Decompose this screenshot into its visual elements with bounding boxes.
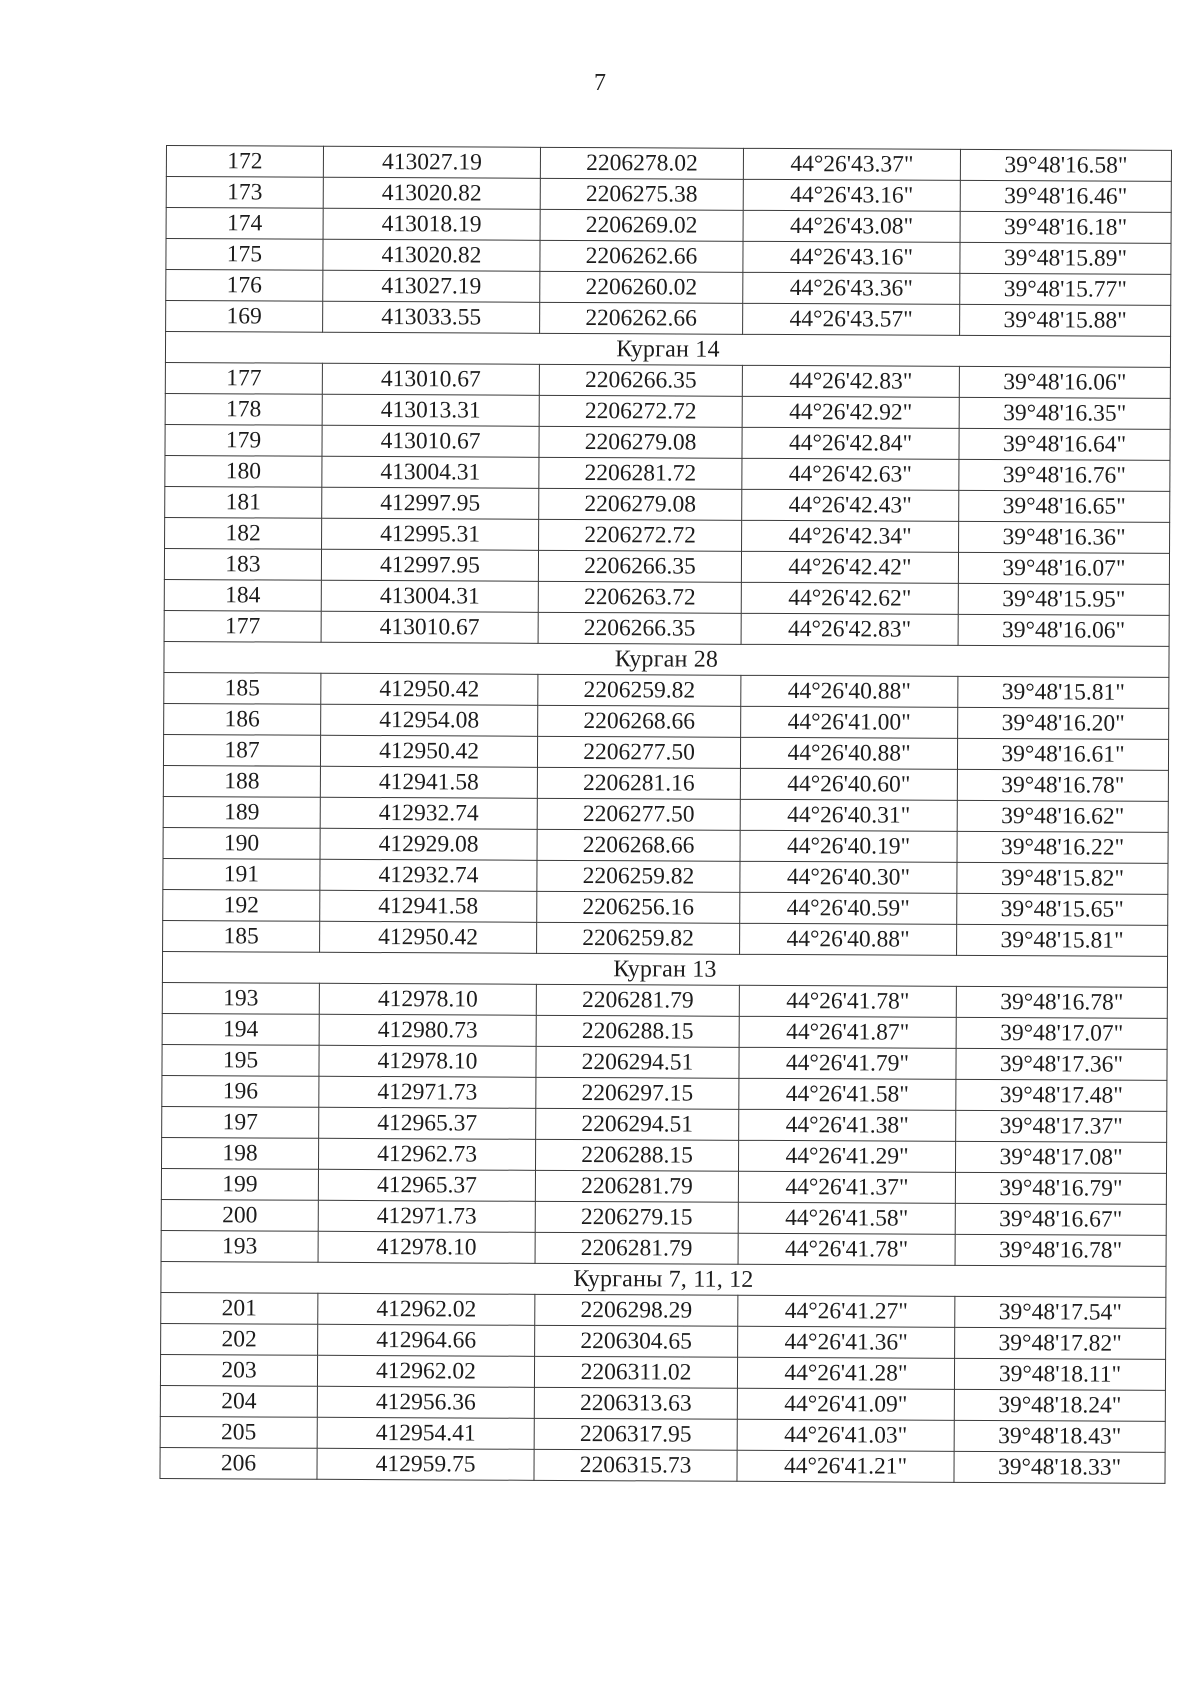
longitude-cell: 39°48'16.65" (959, 490, 1170, 522)
longitude-cell: 39°48'15.89" (960, 242, 1171, 274)
latitude-cell: 44°26'41.58" (738, 1202, 955, 1234)
table-row (162, 1106, 1167, 1142)
x-coordinate-cell: 412950.42 (321, 673, 538, 705)
y-coordinate-cell: 2206315.73 (534, 1449, 737, 1481)
x-coordinate-cell: 412965.37 (318, 1169, 535, 1201)
latitude-cell: 44°26'41.78" (738, 1233, 955, 1265)
coordinates-table-body (160, 146, 1172, 1484)
y-coordinate-cell: 2206288.15 (536, 1015, 739, 1047)
point-number-cell: 202 (161, 1323, 318, 1355)
x-coordinate-cell: 412932.74 (320, 797, 537, 829)
y-coordinate-cell: 2206297.15 (536, 1077, 739, 1109)
coordinates-table (159, 145, 1172, 1484)
table-row (160, 1447, 1165, 1483)
x-coordinate-cell: 412965.37 (319, 1107, 536, 1139)
latitude-cell: 44°26'42.92" (742, 396, 959, 428)
longitude-cell: 39°48'15.95" (958, 583, 1169, 615)
longitude-cell: 39°48'15.88" (960, 304, 1171, 336)
y-coordinate-cell: 2206281.79 (535, 1232, 738, 1264)
point-number-cell: 205 (160, 1416, 317, 1448)
longitude-cell: 39°48'16.18" (960, 211, 1171, 243)
latitude-cell: 44°26'41.38" (739, 1109, 956, 1141)
latitude-cell: 44°26'43.37" (743, 148, 960, 180)
x-coordinate-cell: 412978.10 (319, 983, 536, 1015)
table-row (165, 424, 1170, 460)
longitude-cell: 39°48'15.81" (957, 924, 1168, 956)
y-coordinate-cell: 2206281.79 (535, 1170, 738, 1202)
table-row (162, 982, 1167, 1018)
point-number-cell: 204 (160, 1385, 317, 1417)
x-coordinate-cell: 412962.73 (318, 1138, 535, 1170)
x-coordinate-cell: 412959.75 (317, 1448, 534, 1480)
x-coordinate-cell: 412995.31 (322, 518, 539, 550)
x-coordinate-cell: 412962.02 (318, 1293, 535, 1325)
y-coordinate-cell: 2206298.29 (535, 1294, 738, 1326)
x-coordinate-cell: 412950.42 (320, 921, 537, 953)
table-row (163, 827, 1168, 863)
point-number-cell: 195 (162, 1044, 319, 1076)
latitude-cell: 44°26'41.03" (737, 1419, 954, 1451)
y-coordinate-cell: 2206272.72 (539, 395, 742, 427)
y-coordinate-cell: 2206268.66 (538, 705, 741, 737)
x-coordinate-cell: 412980.73 (319, 1014, 536, 1046)
y-coordinate-cell: 2206275.38 (540, 178, 743, 210)
point-number-cell: 183 (164, 548, 321, 580)
x-coordinate-cell: 412997.95 (321, 549, 538, 581)
x-coordinate-cell: 413027.19 (323, 270, 540, 302)
table-row (163, 796, 1168, 832)
x-coordinate-cell: 413013.31 (322, 394, 539, 426)
longitude-cell: 39°48'18.11" (954, 1358, 1165, 1390)
table-row (165, 362, 1170, 398)
latitude-cell: 44°26'40.30" (740, 861, 957, 893)
point-number-cell: 176 (166, 270, 323, 302)
latitude-cell: 44°26'42.83" (741, 613, 958, 645)
point-number-cell: 192 (163, 889, 320, 921)
y-coordinate-cell: 2206313.63 (534, 1387, 737, 1419)
latitude-cell: 44°26'41.78" (739, 985, 956, 1017)
table-row (162, 1013, 1167, 1049)
longitude-cell: 39°48'17.48" (956, 1079, 1167, 1111)
y-coordinate-cell: 2206266.35 (538, 550, 741, 582)
section-title: Курган 13 (162, 951, 1167, 987)
x-coordinate-cell: 412954.08 (321, 704, 538, 736)
longitude-cell: 39°48'18.33" (954, 1451, 1165, 1483)
longitude-cell: 39°48'17.82" (955, 1327, 1166, 1359)
y-coordinate-cell: 2206288.15 (535, 1139, 738, 1171)
table-row (160, 1416, 1165, 1452)
longitude-cell: 39°48'17.07" (956, 1017, 1167, 1049)
point-number-cell: 189 (163, 796, 320, 828)
table-row (166, 270, 1171, 306)
table-row (164, 579, 1169, 615)
latitude-cell: 44°26'41.28" (737, 1357, 954, 1389)
x-coordinate-cell: 412978.10 (318, 1231, 535, 1263)
longitude-cell: 39°48'16.46" (960, 180, 1171, 212)
longitude-cell: 39°48'17.36" (956, 1048, 1167, 1080)
latitude-cell: 44°26'40.60" (740, 768, 957, 800)
point-number-cell: 180 (165, 455, 322, 487)
y-coordinate-cell: 2206259.82 (538, 674, 741, 706)
point-number-cell: 190 (163, 827, 320, 859)
section-title: Курганы 7, 11, 12 (161, 1261, 1166, 1297)
longitude-cell: 39°48'15.77" (960, 273, 1171, 305)
table-row (163, 765, 1168, 801)
longitude-cell: 39°48'17.08" (955, 1141, 1166, 1173)
y-coordinate-cell: 2206317.95 (534, 1418, 737, 1450)
table-row (163, 858, 1168, 894)
longitude-cell: 39°48'16.06" (959, 366, 1170, 398)
latitude-cell: 44°26'42.84" (742, 427, 959, 459)
latitude-cell: 44°26'43.36" (743, 272, 960, 304)
y-coordinate-cell: 2206260.02 (540, 271, 743, 303)
latitude-cell: 44°26'41.58" (739, 1078, 956, 1110)
x-coordinate-cell: 412954.41 (317, 1417, 534, 1449)
point-number-cell: 193 (161, 1230, 318, 1262)
y-coordinate-cell: 2206268.66 (537, 829, 740, 861)
table-row (166, 208, 1171, 244)
point-number-cell: 193 (162, 982, 319, 1014)
x-coordinate-cell: 413010.67 (322, 425, 539, 457)
y-coordinate-cell: 2206262.66 (540, 240, 743, 272)
point-number-cell: 198 (161, 1137, 318, 1169)
x-coordinate-cell: 412932.74 (320, 859, 537, 891)
longitude-cell: 39°48'16.79" (955, 1172, 1166, 1204)
y-coordinate-cell: 2206256.16 (537, 891, 740, 923)
x-coordinate-cell: 412997.95 (322, 487, 539, 519)
section-header-row (162, 951, 1167, 987)
x-coordinate-cell: 412941.58 (320, 890, 537, 922)
x-coordinate-cell: 412971.73 (319, 1076, 536, 1108)
latitude-cell: 44°26'42.63" (742, 458, 959, 490)
table-row (164, 548, 1169, 584)
table-row (164, 672, 1169, 708)
x-coordinate-cell: 412929.08 (320, 828, 537, 860)
coordinates-table-container (159, 145, 1166, 1484)
x-coordinate-cell: 412971.73 (318, 1200, 535, 1232)
x-coordinate-cell: 413010.67 (322, 363, 539, 395)
latitude-cell: 44°26'42.34" (742, 520, 959, 552)
table-row (163, 920, 1168, 956)
table-row (166, 239, 1171, 275)
point-number-cell: 203 (160, 1354, 317, 1386)
point-number-cell: 187 (163, 734, 320, 766)
table-row (162, 1075, 1167, 1111)
point-number-cell: 177 (165, 362, 322, 394)
y-coordinate-cell: 2206294.51 (536, 1046, 739, 1078)
y-coordinate-cell: 2206259.82 (537, 922, 740, 954)
point-number-cell: 199 (161, 1168, 318, 1200)
longitude-cell: 39°48'15.81" (958, 676, 1169, 708)
point-number-cell: 196 (162, 1075, 319, 1107)
table-row (162, 1044, 1167, 1080)
latitude-cell: 44°26'41.00" (741, 706, 958, 738)
longitude-cell: 39°48'16.22" (957, 831, 1168, 863)
longitude-cell: 39°48'16.35" (959, 397, 1170, 429)
point-number-cell: 185 (164, 672, 321, 704)
table-row (161, 1168, 1166, 1204)
latitude-cell: 44°26'40.88" (740, 737, 957, 769)
longitude-cell: 39°48'17.37" (956, 1110, 1167, 1142)
table-row (160, 1354, 1165, 1390)
table-row (166, 146, 1171, 182)
y-coordinate-cell: 2206266.35 (538, 612, 741, 644)
table-row (161, 1137, 1166, 1173)
latitude-cell: 44°26'41.36" (738, 1326, 955, 1358)
latitude-cell: 44°26'41.87" (739, 1016, 956, 1048)
y-coordinate-cell: 2206263.72 (538, 581, 741, 613)
point-number-cell: 200 (161, 1199, 318, 1231)
table-row (161, 1199, 1166, 1235)
longitude-cell: 39°48'16.61" (957, 738, 1168, 770)
point-number-cell: 191 (163, 858, 320, 890)
y-coordinate-cell: 2206279.08 (539, 488, 742, 520)
x-coordinate-cell: 412962.02 (317, 1355, 534, 1387)
latitude-cell: 44°26'41.09" (737, 1388, 954, 1420)
longitude-cell: 39°48'18.24" (954, 1389, 1165, 1421)
longitude-cell: 39°48'16.78" (955, 1234, 1166, 1266)
latitude-cell: 44°26'43.16" (743, 179, 960, 211)
longitude-cell: 39°48'15.65" (957, 893, 1168, 925)
y-coordinate-cell: 2206304.65 (535, 1325, 738, 1357)
table-row (161, 1292, 1166, 1328)
y-coordinate-cell: 2206277.50 (537, 736, 740, 768)
x-coordinate-cell: 413004.31 (321, 580, 538, 612)
longitude-cell: 39°48'16.64" (959, 428, 1170, 460)
table-row (164, 703, 1169, 739)
section-header-row (161, 1261, 1166, 1297)
latitude-cell: 44°26'42.43" (742, 489, 959, 521)
longitude-cell: 39°48'16.58" (960, 149, 1171, 181)
x-coordinate-cell: 413018.19 (323, 208, 540, 240)
longitude-cell: 39°48'18.43" (954, 1420, 1165, 1452)
longitude-cell: 39°48'16.62" (957, 800, 1168, 832)
table-row (161, 1230, 1166, 1266)
latitude-cell: 44°26'41.21" (737, 1450, 954, 1482)
point-number-cell: 175 (166, 239, 323, 271)
table-row (166, 301, 1171, 337)
latitude-cell: 44°26'43.16" (743, 241, 960, 273)
point-number-cell: 172 (166, 146, 323, 178)
y-coordinate-cell: 2206311.02 (534, 1356, 737, 1388)
section-header-row (165, 332, 1170, 368)
table-row (165, 486, 1170, 522)
x-coordinate-cell: 412941.58 (320, 766, 537, 798)
y-coordinate-cell: 2206277.50 (537, 798, 740, 830)
longitude-cell: 39°48'16.06" (958, 614, 1169, 646)
table-row (161, 1323, 1166, 1359)
latitude-cell: 44°26'41.37" (738, 1171, 955, 1203)
longitude-cell: 39°48'16.07" (958, 552, 1169, 584)
longitude-cell: 39°48'16.78" (956, 986, 1167, 1018)
table-row (165, 393, 1170, 429)
y-coordinate-cell: 2206259.82 (537, 860, 740, 892)
longitude-cell: 39°48'17.54" (955, 1296, 1166, 1328)
x-coordinate-cell: 413033.55 (323, 301, 540, 333)
point-number-cell: 177 (164, 610, 321, 642)
y-coordinate-cell: 2206281.79 (536, 984, 739, 1016)
latitude-cell: 44°26'40.31" (740, 799, 957, 831)
y-coordinate-cell: 2206294.51 (536, 1108, 739, 1140)
y-coordinate-cell: 2206279.15 (535, 1201, 738, 1233)
point-number-cell: 173 (166, 177, 323, 209)
latitude-cell: 44°26'40.88" (740, 923, 957, 955)
table-row (166, 177, 1171, 213)
longitude-cell: 39°48'16.78" (957, 769, 1168, 801)
table-row (165, 517, 1170, 553)
point-number-cell: 201 (161, 1292, 318, 1324)
table-row (160, 1385, 1165, 1421)
section-title: Курган 28 (164, 641, 1169, 677)
table-row (163, 889, 1168, 925)
x-coordinate-cell: 412956.36 (317, 1386, 534, 1418)
latitude-cell: 44°26'40.19" (740, 830, 957, 862)
y-coordinate-cell: 2206278.02 (540, 147, 743, 179)
longitude-cell: 39°48'15.82" (957, 862, 1168, 894)
point-number-cell: 178 (165, 393, 322, 425)
table-row (163, 734, 1168, 770)
point-number-cell: 197 (162, 1106, 319, 1138)
y-coordinate-cell: 2206266.35 (539, 364, 742, 396)
longitude-cell: 39°48'16.67" (955, 1203, 1166, 1235)
x-coordinate-cell: 412950.42 (320, 735, 537, 767)
table-row (165, 455, 1170, 491)
x-coordinate-cell: 413010.67 (321, 611, 538, 643)
point-number-cell: 179 (165, 424, 322, 456)
latitude-cell: 44°26'41.79" (739, 1047, 956, 1079)
latitude-cell: 44°26'41.27" (738, 1295, 955, 1327)
page-number: 7 (594, 70, 606, 96)
point-number-cell: 184 (164, 579, 321, 611)
point-number-cell: 169 (166, 301, 323, 333)
section-header-row (164, 641, 1169, 677)
y-coordinate-cell: 2206272.72 (539, 519, 742, 551)
point-number-cell: 185 (163, 920, 320, 952)
y-coordinate-cell: 2206262.66 (540, 302, 743, 334)
point-number-cell: 181 (165, 486, 322, 518)
x-coordinate-cell: 412978.10 (319, 1045, 536, 1077)
x-coordinate-cell: 413027.19 (323, 146, 540, 178)
longitude-cell: 39°48'16.36" (959, 521, 1170, 553)
latitude-cell: 44°26'40.59" (740, 892, 957, 924)
latitude-cell: 44°26'42.42" (741, 551, 958, 583)
table-row (164, 610, 1169, 646)
y-coordinate-cell: 2206269.02 (540, 209, 743, 241)
longitude-cell: 39°48'16.76" (959, 459, 1170, 491)
longitude-cell: 39°48'16.20" (958, 707, 1169, 739)
latitude-cell: 44°26'43.57" (743, 303, 960, 335)
x-coordinate-cell: 412964.66 (318, 1324, 535, 1356)
latitude-cell: 44°26'41.29" (738, 1140, 955, 1172)
y-coordinate-cell: 2206281.16 (537, 767, 740, 799)
point-number-cell: 188 (163, 765, 320, 797)
point-number-cell: 186 (164, 703, 321, 735)
x-coordinate-cell: 413004.31 (322, 456, 539, 488)
point-number-cell: 174 (166, 208, 323, 240)
x-coordinate-cell: 413020.82 (323, 177, 540, 209)
point-number-cell: 194 (162, 1013, 319, 1045)
latitude-cell: 44°26'43.08" (743, 210, 960, 242)
point-number-cell: 182 (165, 517, 322, 549)
section-title: Курган 14 (165, 332, 1170, 368)
y-coordinate-cell: 2206281.72 (539, 457, 742, 489)
point-number-cell: 206 (160, 1447, 317, 1479)
latitude-cell: 44°26'40.88" (741, 675, 958, 707)
y-coordinate-cell: 2206279.08 (539, 426, 742, 458)
latitude-cell: 44°26'42.62" (741, 582, 958, 614)
x-coordinate-cell: 413020.82 (323, 239, 540, 271)
latitude-cell: 44°26'42.83" (742, 365, 959, 397)
